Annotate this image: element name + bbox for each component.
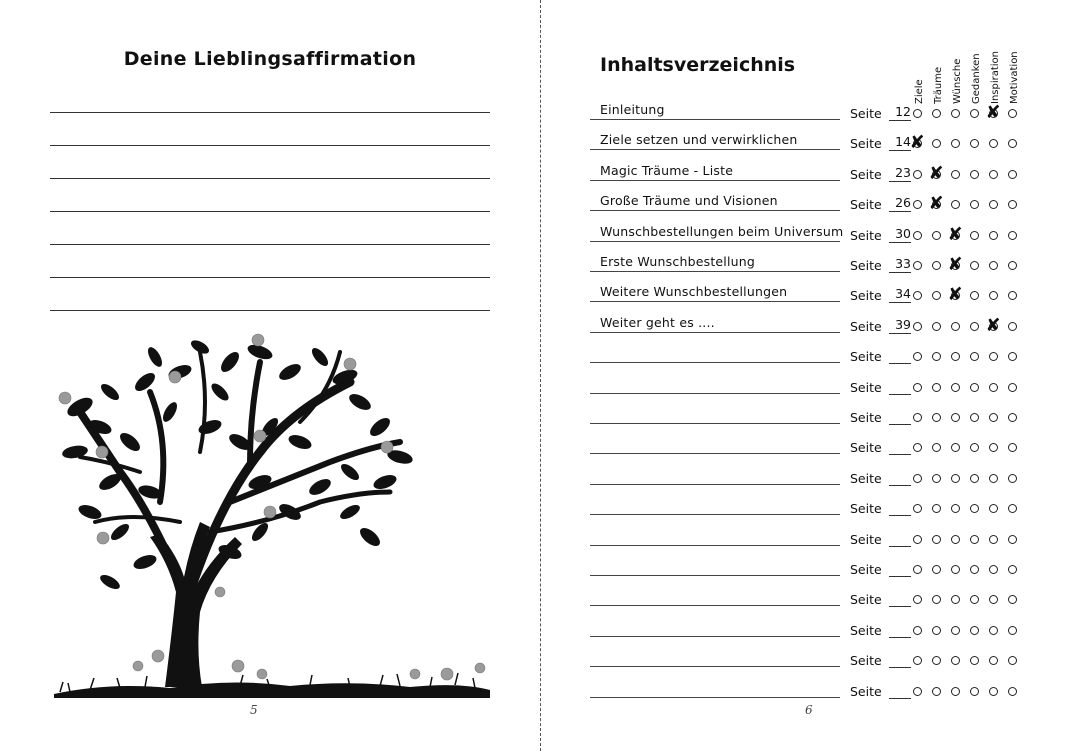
affirmation-writing-line[interactable] — [50, 277, 490, 278]
checkbox-wünsche[interactable] — [951, 687, 960, 696]
seite-label: Seite — [850, 136, 882, 152]
toc-page-number[interactable] — [889, 560, 911, 577]
tree-icon — [50, 332, 492, 704]
seite-label: Seite — [850, 653, 882, 669]
checkbox-wünsche[interactable] — [951, 413, 960, 422]
seite-label: Seite — [850, 410, 882, 425]
toc-page-number[interactable]: 14 — [889, 134, 911, 151]
checkbox-inspiration[interactable] — [989, 443, 998, 452]
checkbox-inspiration[interactable] — [989, 656, 998, 665]
checkbox-träume[interactable] — [932, 687, 941, 696]
checkbox-ziele[interactable] — [913, 231, 922, 240]
affirmation-writing-line[interactable] — [50, 310, 490, 311]
toc-entry-line[interactable] — [590, 271, 840, 272]
checkbox-ziele[interactable] — [913, 352, 922, 361]
checkbox-gedanken[interactable] — [970, 687, 979, 696]
checkbox-gedanken[interactable] — [970, 231, 979, 240]
tree-illustration — [50, 332, 492, 704]
toc-page-number[interactable]: 30 — [889, 226, 911, 243]
right-page-number: 6 — [805, 703, 813, 717]
checkbox-ziele[interactable] — [913, 504, 922, 513]
checkbox-ziele[interactable] — [913, 291, 922, 300]
checkbox-träume[interactable] — [932, 109, 941, 118]
toc-entry-line[interactable] — [590, 484, 840, 485]
affirmation-writing-line[interactable] — [50, 211, 490, 212]
toc-page-number[interactable] — [889, 438, 911, 455]
affirmation-writing-line[interactable] — [50, 178, 490, 179]
toc-entry-line[interactable] — [590, 332, 840, 333]
toc-entry-line[interactable] — [590, 119, 840, 120]
checkbox-gedanken[interactable] — [970, 352, 979, 361]
checkbox-wünsche[interactable] — [951, 139, 960, 148]
checkbox-inspiration[interactable] — [989, 352, 998, 361]
checkbox-träume[interactable] — [932, 413, 941, 422]
checkbox-wünsche[interactable] — [951, 656, 960, 665]
affirmation-writing-line[interactable] — [50, 112, 490, 113]
checkbox-motivation[interactable] — [1008, 413, 1017, 422]
toc-row — [590, 153, 1070, 183]
checkbox-motivation[interactable] — [1008, 352, 1017, 361]
checkbox-ziele[interactable] — [913, 109, 922, 118]
checkbox-inspiration[interactable] — [989, 687, 998, 696]
checkbox-träume[interactable] — [932, 322, 941, 331]
column-header-gedanken: Gedanken — [971, 53, 982, 104]
checkbox-gedanken[interactable] — [970, 626, 979, 635]
toc-entry-line[interactable] — [590, 210, 840, 211]
checkbox-träume[interactable] — [932, 535, 941, 544]
seite-label: Seite — [850, 166, 882, 182]
toc-row — [590, 183, 1070, 213]
right-page — [541, 0, 1077, 751]
checkbox-motivation[interactable] — [1008, 200, 1017, 209]
seite-label: Seite — [850, 379, 882, 395]
seite-label: Seite — [850, 227, 882, 243]
checkbox-motivation[interactable] — [1008, 656, 1017, 665]
checkbox-inspiration[interactable] — [989, 261, 998, 270]
toc-page-number[interactable] — [889, 590, 911, 607]
toc-page-number[interactable] — [889, 621, 911, 638]
seite-label: Seite — [850, 258, 882, 273]
checkbox-träume[interactable] — [932, 261, 941, 270]
checkbox-gedanken[interactable] — [970, 474, 979, 483]
toc-row — [590, 426, 1070, 456]
checkbox-motivation[interactable] — [1008, 383, 1017, 392]
toc-entry-title: Weiter geht es .... — [600, 314, 715, 330]
toc-entry-line[interactable] — [590, 605, 840, 606]
toc-entry-title: Wunschbestellungen beim Universum — [600, 223, 844, 239]
checkbox-inspiration[interactable] — [989, 626, 998, 635]
toc-row — [590, 457, 1070, 487]
checkbox-gedanken[interactable] — [970, 383, 979, 392]
checkbox-inspiration[interactable] — [989, 565, 998, 574]
seite-label: Seite — [850, 106, 882, 121]
checkbox-gedanken[interactable] — [970, 200, 979, 209]
checkbox-inspiration[interactable] — [989, 291, 998, 300]
checkbox-ziele[interactable] — [913, 383, 922, 392]
checkbox-gedanken[interactable] — [970, 535, 979, 544]
checkbox-ziele[interactable] — [913, 595, 922, 604]
checkbox-wünsche[interactable] — [951, 109, 960, 118]
toc-entry-line[interactable] — [590, 575, 840, 576]
seite-label: Seite — [850, 318, 882, 334]
checkbox-motivation[interactable] — [1008, 443, 1017, 452]
column-header-traeume: Träume — [933, 66, 944, 104]
toc-row — [590, 244, 1070, 274]
seite-label: Seite — [850, 683, 882, 699]
checkbox-träume[interactable] — [932, 626, 941, 635]
toc-page-number[interactable]: 39 — [889, 317, 911, 334]
toc-entry-line[interactable] — [590, 697, 840, 698]
check-mark-icon: ✘ — [985, 102, 1001, 123]
toc-page-number[interactable] — [889, 347, 911, 364]
toc-entry-line[interactable] — [590, 423, 840, 424]
toc-entry-line[interactable] — [590, 241, 840, 242]
toc-row — [590, 335, 1070, 365]
toc-page-number[interactable] — [889, 469, 911, 486]
checkbox-ziele[interactable] — [913, 687, 922, 696]
check-mark-icon: ✘ — [947, 254, 963, 275]
toc-entry-title: Einleitung — [600, 102, 665, 117]
checkbox-wünsche[interactable] — [951, 595, 960, 604]
affirmation-writing-line[interactable] — [50, 145, 490, 146]
seite-label: Seite — [850, 501, 882, 517]
checkbox-motivation[interactable] — [1008, 291, 1017, 300]
toc-entry-title: Magic Träume - Liste — [600, 162, 734, 178]
check-mark-icon: ✘ — [909, 132, 925, 154]
seite-label: Seite — [850, 531, 882, 547]
toc-entry-line[interactable] — [590, 514, 840, 515]
checkbox-motivation[interactable] — [1008, 170, 1017, 179]
checkbox-ziele[interactable] — [913, 322, 922, 331]
toc-row — [590, 609, 1070, 639]
seite-label: Seite — [850, 349, 882, 365]
checkbox-inspiration[interactable] — [989, 383, 998, 392]
toc-entry-title: Große Träume und Visionen — [600, 193, 778, 209]
toc-page-number[interactable]: 34 — [889, 286, 911, 303]
checkbox-wünsche[interactable] — [951, 352, 960, 361]
checkbox-träume[interactable] — [932, 139, 941, 148]
column-header-inspiration: Inspiration — [990, 50, 1001, 104]
checkbox-inspiration[interactable] — [989, 413, 998, 422]
checkbox-wünsche[interactable] — [951, 170, 960, 179]
checkbox-gedanken[interactable] — [970, 261, 979, 270]
checkbox-motivation[interactable] — [1008, 231, 1017, 240]
checkbox-gedanken[interactable] — [970, 139, 979, 148]
checkbox-gedanken[interactable] — [970, 109, 979, 118]
checkbox-ziele[interactable] — [913, 170, 922, 179]
toc-row — [590, 214, 1070, 244]
checkbox-motivation[interactable] — [1008, 139, 1017, 148]
checkbox-wünsche[interactable] — [951, 504, 960, 513]
checkbox-inspiration[interactable] — [989, 170, 998, 179]
toc-entry-line[interactable] — [590, 180, 840, 181]
checkbox-wünsche[interactable] — [951, 535, 960, 544]
checkbox-motivation[interactable] — [1008, 504, 1017, 513]
toc-entry-line[interactable] — [590, 301, 840, 302]
checkbox-träume[interactable] — [932, 595, 941, 604]
check-mark-icon: ✘ — [928, 162, 944, 184]
checkbox-träume[interactable] — [932, 231, 941, 240]
checkbox-gedanken[interactable] — [970, 595, 979, 604]
checkbox-träume[interactable] — [932, 383, 941, 392]
toc-page-number[interactable] — [889, 651, 911, 668]
checkbox-motivation[interactable] — [1008, 565, 1017, 574]
toc-row — [590, 518, 1070, 548]
checkbox-gedanken[interactable] — [970, 565, 979, 574]
checkbox-ziele[interactable] — [913, 656, 922, 665]
toc-page-number[interactable]: 12 — [889, 104, 911, 121]
checkbox-träume[interactable] — [932, 443, 941, 452]
checkbox-gedanken[interactable] — [970, 413, 979, 422]
checkbox-inspiration[interactable] — [989, 504, 998, 513]
seite-label: Seite — [850, 470, 882, 486]
toc-row — [590, 578, 1070, 608]
checkbox-ziele[interactable] — [913, 261, 922, 270]
toc-row — [590, 92, 1070, 122]
checkbox-träume[interactable] — [932, 474, 941, 483]
toc-page-number[interactable] — [889, 499, 911, 516]
toc-row — [590, 366, 1070, 396]
checkbox-träume[interactable] — [932, 656, 941, 665]
left-page-title: Deine Lieblingsaffirmation — [123, 48, 417, 70]
seite-label: Seite — [850, 562, 882, 577]
toc-page-number[interactable]: 26 — [889, 195, 911, 212]
toc-entry-line[interactable] — [590, 666, 840, 667]
seite-label: Seite — [850, 197, 882, 213]
toc-row — [590, 487, 1070, 517]
checkbox-inspiration[interactable] — [989, 535, 998, 544]
checkbox-motivation[interactable] — [1008, 626, 1017, 635]
toc-row — [590, 670, 1070, 700]
toc-row — [590, 548, 1070, 578]
toc-row — [590, 122, 1070, 152]
checkbox-wünsche[interactable] — [951, 322, 960, 331]
checkbox-gedanken[interactable] — [970, 443, 979, 452]
checkbox-gedanken[interactable] — [970, 170, 979, 179]
seite-label: Seite — [850, 440, 882, 456]
seite-label: Seite — [850, 592, 882, 608]
checkbox-motivation[interactable] — [1008, 687, 1017, 696]
toc-page-number[interactable] — [889, 682, 911, 699]
checkbox-wünsche[interactable] — [951, 383, 960, 392]
check-mark-icon: ✘ — [928, 193, 944, 215]
toc-entry-line[interactable] — [590, 636, 840, 637]
checkbox-ziele[interactable] — [913, 565, 922, 574]
toc-entry-line[interactable] — [590, 149, 840, 150]
checkbox-wünsche[interactable] — [951, 626, 960, 635]
check-mark-icon: ✘ — [985, 314, 1001, 336]
toc-row — [590, 639, 1070, 669]
checkbox-motivation[interactable] — [1008, 474, 1017, 483]
checkbox-gedanken[interactable] — [970, 504, 979, 513]
left-page-number: 5 — [250, 703, 258, 717]
toc-page-number[interactable]: 23 — [889, 165, 911, 182]
toc-row — [590, 396, 1070, 426]
toc-page-number[interactable] — [889, 408, 911, 425]
toc-row — [590, 305, 1070, 335]
checkbox-motivation[interactable] — [1008, 109, 1017, 118]
checkbox-inspiration[interactable] — [989, 139, 998, 148]
checkbox-gedanken[interactable] — [970, 291, 979, 300]
column-header-wuensche: Wünsche — [952, 58, 963, 104]
affirmation-writing-line[interactable] — [50, 244, 490, 245]
checkbox-motivation[interactable] — [1008, 261, 1017, 270]
checkbox-ziele[interactable] — [913, 200, 922, 209]
checkbox-wünsche[interactable] — [951, 474, 960, 483]
checkbox-wünsche[interactable] — [951, 443, 960, 452]
checkbox-ziele[interactable] — [913, 443, 922, 452]
toc-entry-line[interactable] — [590, 393, 840, 394]
checkbox-träume[interactable] — [932, 504, 941, 513]
toc-entry-title: Weitere Wunschbestellungen — [600, 284, 788, 300]
checkbox-inspiration[interactable] — [989, 474, 998, 483]
column-header-ziele: Ziele — [914, 79, 925, 104]
toc-page-number[interactable] — [889, 378, 911, 395]
checkbox-motivation[interactable] — [1008, 595, 1017, 604]
checkbox-motivation[interactable] — [1008, 322, 1017, 331]
checkbox-ziele[interactable] — [913, 474, 922, 483]
checkbox-ziele[interactable] — [913, 413, 922, 422]
toc-row — [590, 274, 1070, 304]
checkbox-gedanken[interactable] — [970, 656, 979, 665]
checkbox-ziele[interactable] — [913, 535, 922, 544]
toc-title: Inhaltsverzeichnis — [600, 54, 796, 76]
checkbox-träume[interactable] — [932, 291, 941, 300]
checkbox-träume[interactable] — [932, 352, 941, 361]
checkbox-ziele[interactable] — [913, 626, 922, 635]
toc-page-number[interactable] — [889, 530, 911, 547]
checkbox-gedanken[interactable] — [970, 322, 979, 331]
checkbox-wünsche[interactable] — [951, 565, 960, 574]
checkbox-wünsche[interactable] — [951, 200, 960, 209]
seite-label: Seite — [850, 622, 882, 638]
toc-entry-title: Erste Wunschbestellung — [600, 254, 756, 269]
check-mark-icon: ✘ — [947, 223, 963, 245]
check-mark-icon: ✘ — [947, 284, 963, 306]
toc-entry-line[interactable] — [590, 453, 840, 454]
checkbox-inspiration[interactable] — [989, 595, 998, 604]
seite-label: Seite — [850, 288, 882, 304]
toc-entry-line[interactable] — [590, 362, 840, 363]
column-header-motivation: Motivation — [1009, 51, 1020, 104]
checkbox-motivation[interactable] — [1008, 535, 1017, 544]
checkbox-inspiration[interactable] — [989, 200, 998, 209]
toc-page-number[interactable]: 33 — [889, 256, 911, 273]
toc-entry-title: Ziele setzen und verwirklichen — [600, 132, 798, 148]
toc-entry-line[interactable] — [590, 545, 840, 546]
checkbox-inspiration[interactable] — [989, 231, 998, 240]
checkbox-träume[interactable] — [932, 565, 941, 574]
